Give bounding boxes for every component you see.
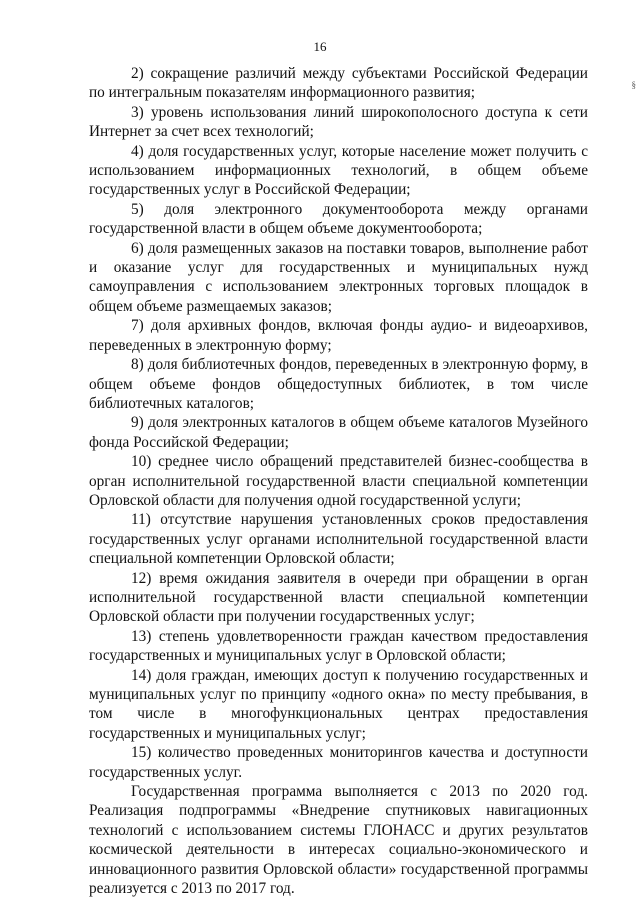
list-item-13: 13) степень удовлетворенности граждан качеством предоставления государственных и муниципальных услуг в Орловской области; <box>89 627 588 665</box>
list-item-9: 9) доля электронных каталогов в общем объеме каталогов Музейного фонда Российской Федерации; <box>89 414 588 451</box>
list-item-14: 14) доля граждан, имеющих доступ к получению государственных и муниципальных услуг по принципу «одного окна» по месту пребывания, в том числе в многофункциональных центрах предоставления государственных и муниципальных услуг; <box>89 666 588 742</box>
list-item-3: 3) уровень использования линий широкополосного доступа к сети Интернет за счет всех технологий; <box>89 103 588 141</box>
page-number: 16 <box>313 39 327 54</box>
list-item-6: 6) доля размещенных заказов на поставки товаров, выполнение работ и оказание услуг для государственных и муниципальных нужд самоуправления с использованием электронных торговых площадок в общем объеме размещаемых заказов; <box>89 239 588 315</box>
list-item-11: 11) отсутствие нарушения установленных сроков предоставления государственных услуг органами исполнительной государственной власти специальной компетенции Орловской области; <box>89 511 588 568</box>
list-item-2: 2) сокращение различий между субъектами Российской Федерации по интегральным показателям информационного развития; <box>89 65 588 102</box>
program-period-paragraph: Государственная программа выполняется с 2013 по 2020 год. Реализация подпрограммы «Внедрение спутниковых навигационных технологий с использованием системы ГЛОНАСС и других результатов космической деятельности в интересах социально-экономического и инновационного развития Орловской области» государственной программы реализуется с 2013 по 2017 год. <box>89 783 588 898</box>
list-item-7: 7) доля архивных фондов, включая фонды аудио- и видеоархивов, переведенных в электронную форму; <box>89 317 588 354</box>
document-body <box>89 64 588 898</box>
list-item-4: 4) доля государственных услуг, которые население может получить с использованием информационных технологий, в общем объеме государственных услуг в Российской Федерации; <box>89 142 588 199</box>
list-item-5: 5) доля электронного документооборота между органами государственной власти в общем объеме документооборота; <box>89 200 588 238</box>
list-item-8: 8) доля библиотечных фондов, переведенных в электронную форму, в общем объеме фондов общедоступных библиотек, в том числе библиотечных каталогов; <box>89 356 588 412</box>
list-item-15: 15) количество проведенных мониторингов качества и доступности государственных услуг. <box>89 744 588 781</box>
margin-mark: § <box>631 80 636 90</box>
list-item-12: 12) время ожидания заявителя в очереди при обращении в орган исполнительной государственной власти специальной компетенции Орловской области при получении государственных услуг; <box>89 569 588 626</box>
list-item-10: 10) среднее число обращений представителей бизнес-сообщества в орган исполнительной государственной власти специальной компетенции Орловской области для получения одной государственной услуги; <box>89 453 588 509</box>
